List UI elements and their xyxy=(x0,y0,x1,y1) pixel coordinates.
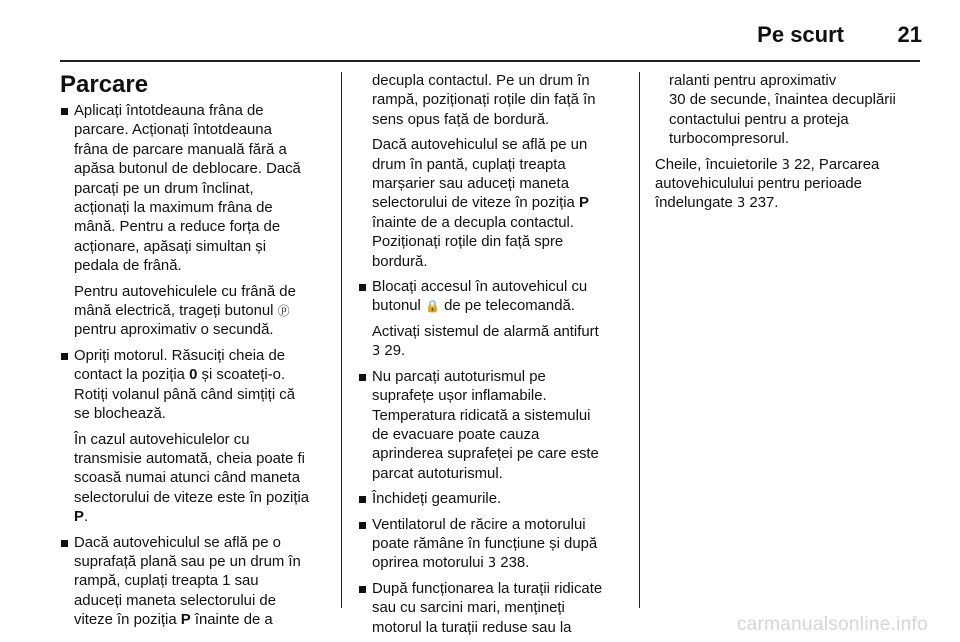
sub-automatic-transmission: În cazul autovehiculelor cu transmisie automată, cheia poate fi scoasă numai atunci când maneta selectorului de viteze este în poziția P. xyxy=(74,431,310,526)
sub-electric-brake: Pentru autovehiculele cu frână de mână electrică, trageți butonul ⓟ pentru aproximativ o secundă. xyxy=(74,283,296,339)
page-header xyxy=(0,0,960,62)
bullet-engine-off: Opriți motorul. Răsuciți cheia de contact la poziția 0 și scoateți-o. Rotiți volanul până când simțiți că se blochează. xyxy=(60,347,328,425)
bullet-parking-brake: Aplicați întotdeauna frâna de parcare. Acționați întotdeauna frâna de parcare manuală fără a apăsa butonul de deblocare. Dacă parcați pe un drum înclinat, acționați la maximum frâna de mână. Pentru a reduce forța de acționare, apăsați simultan și pedala de frână. xyxy=(60,102,328,277)
column-1 xyxy=(60,72,328,637)
watermark: carmanualsonline.info xyxy=(736,614,928,635)
page-reference-icon: 3 xyxy=(781,157,790,173)
bullet-lock: Blocați accesul în autovehicul cu butonul 🔒 de pe telecomandă. xyxy=(358,278,626,317)
lock-icon: 🔒 xyxy=(425,299,440,314)
bullet-high-revs: După funcționarea la turații ridicate sau cu sarcini mari, mențineți motorul la turații reduse sau la xyxy=(358,580,626,638)
continued-text: decupla contactul. Pe un drum în rampă, poziționați roțile din față în sens opus față de bordură. xyxy=(372,73,596,128)
column-2 xyxy=(358,72,626,642)
sub-slope: Dacă autovehiculul se află pe un drum în pantă, cuplați treapta marșarier sau aduceți maneta selectorului de viteze în poziția P înainte de a decupla contactul. Poziționați roțile din față spre bordură. xyxy=(372,137,589,270)
column-divider-1 xyxy=(341,72,342,608)
continued-text: ralanti pentru aproximativ 30 de secunde, înaintea decuplării contactului pentru a proteja turbocompresorul. xyxy=(669,73,896,148)
bullet-fan: Ventilatorul de răcire a motorului poate rămâne în funcțiune și după oprirea motorului 3 238. xyxy=(358,516,626,574)
header-rule xyxy=(60,60,920,62)
page-reference-icon: 3 xyxy=(736,196,746,212)
cross-references: Cheile, încuietorile 3 22, Parcarea autovehiculului pentru perioade îndelungate 3 237. xyxy=(655,156,880,212)
column-3 xyxy=(655,72,923,220)
section-heading: Parcare xyxy=(60,71,149,98)
bullet-flammable: Nu parcați autoturismul pe suprafețe ușor inflamabile. Temperatura ridicată a sistemului de evacuare poate cauza aprinderea suprafeței pe care este parcat autoturismul. xyxy=(358,368,626,484)
page-number: 21 xyxy=(897,22,922,47)
bullet-level-surface: Dacă autovehiculul se află pe o suprafață plană sau pe un drum în rampă, cuplați treapta 1 sau aduceți maneta selectorului de viteze în poziția P înainte de a xyxy=(60,534,328,631)
bullet-windows: Închideți geamurile. xyxy=(358,490,626,509)
column-divider-2 xyxy=(639,72,640,608)
parking-brake-icon: ⓟ xyxy=(277,304,290,319)
page-reference-icon: 3 xyxy=(487,556,497,572)
section-title: Pe scurt xyxy=(757,22,844,47)
sub-alarm: Activați sistemul de alarmă antifurt 3 29. xyxy=(372,323,599,360)
page-reference-icon: 3 xyxy=(372,344,381,360)
